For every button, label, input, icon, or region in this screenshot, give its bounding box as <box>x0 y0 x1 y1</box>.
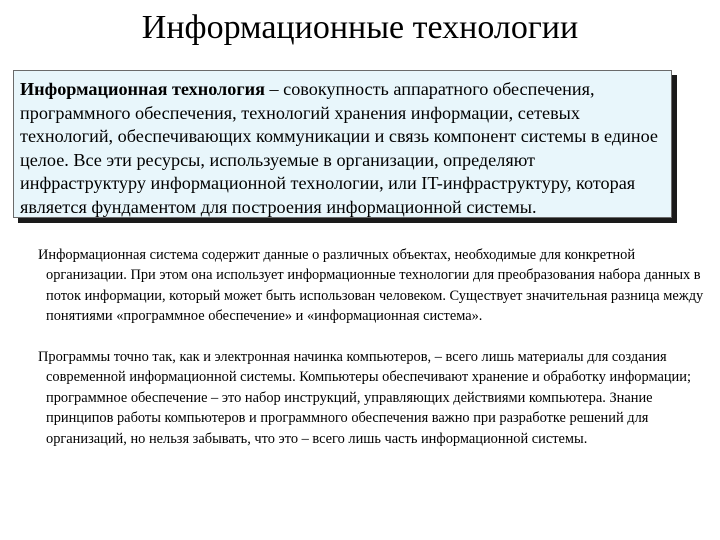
paragraph-information-system: Информационная система содержит данные о различных объектах, необходимые для конкретной организации. При этом она использует информационные технологии для преобразования набора данных в поток информации, который может быть использован человеком. Существует значительная разница между понятиями «программное обеспечение» и «информационная система». <box>38 247 704 325</box>
definition-box <box>13 70 672 218</box>
definition-text: – совокупность аппаратного обеспечения, программного обеспечения, технологий хранения информации, сетевых технологий, обеспечивающих коммуникации и связь компонент системы в единое целое. Все эти ресурсы, используемые в организации, определяют инфраструктуру информационной технологии, или IT-инфраструктуру, которая является фундаментом для построения информационной системы. <box>20 79 658 217</box>
slide-title: Информационные технологии <box>141 9 579 46</box>
definition-term: Информационная технология <box>20 79 265 99</box>
paragraph-programs: Программы точно так, как и электронная начинка компьютеров, – всего лишь материалы для создания современной информационной системы. Компьютеры обеспечивают хранение и обработку информации; программное обеспечение – это набор инструкций, управляющих действиями компьютера. Знание принципов работы компьютеров и программного обеспечения важно при разработке решений для организаций, но нельзя забывать, что это – всего лишь часть информационной системы. <box>38 349 691 447</box>
